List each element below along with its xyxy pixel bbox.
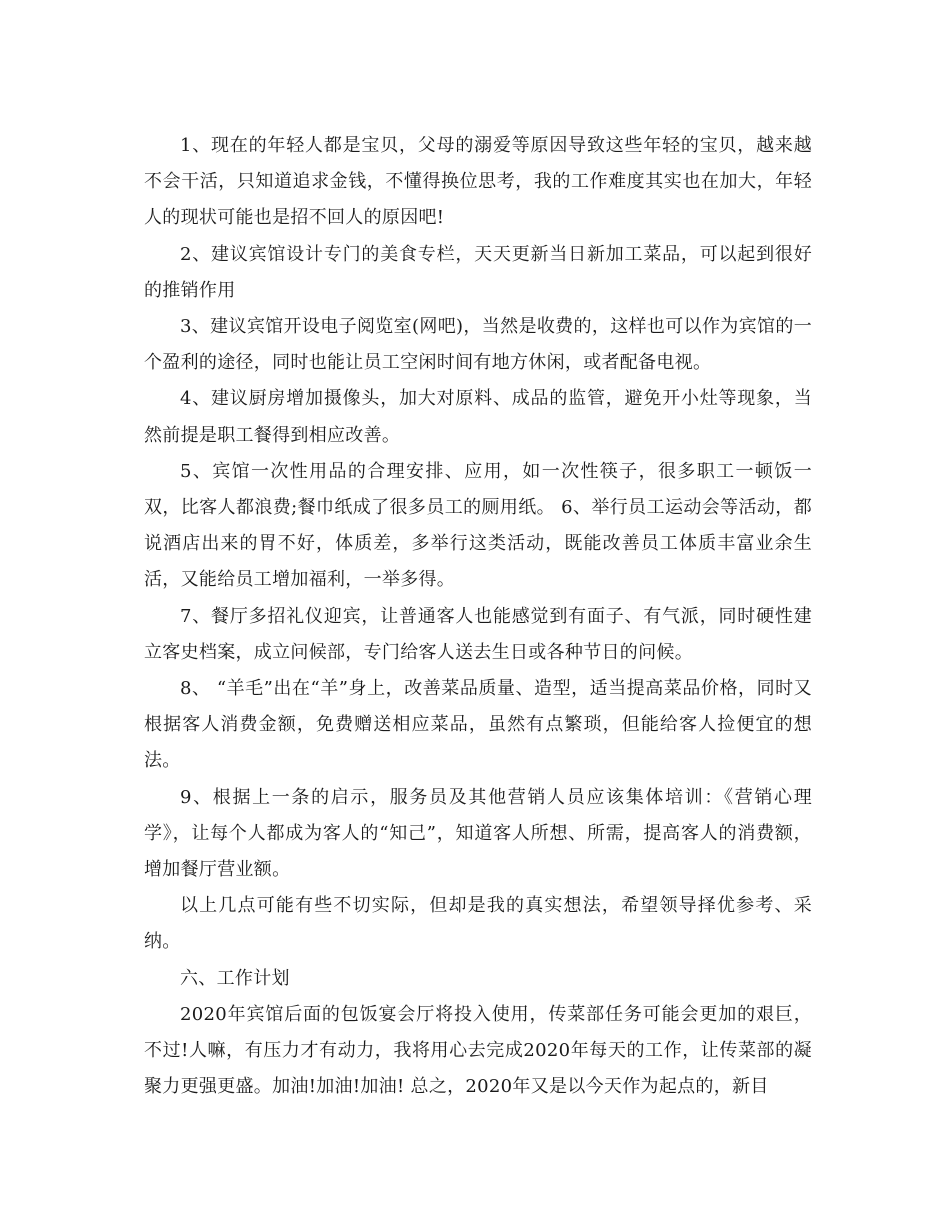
paragraph-summary: 以上几点可能有些不切实际，但却是我的真实想法，希望领导择优参考、采纳。 [144,895,812,953]
paragraph-2: 2、建议宾馆设计专门的美食专栏，天天更新当日新加工菜品，可以起到很好的推销作用 [144,243,812,301]
paragraph-3: 3、建议宾馆开设电子阅览室(网吧)，当然是收费的，这样也可以作为宾馆的一个盈利的途径，同时也能让员工空闲时间有地方休闲，或者配备电视。 [144,316,812,374]
paragraph-1: 1、现在的年轻人都是宝贝，父母的溺爱等原因导致这些年轻的宝贝，越来越不会干活，只知道追求金钱，不懂得换位思考，我的工作难度其实也在加大，年轻人的现状可能也是招不回人的原因吧! [144,135,812,229]
paragraph-4: 4、建议厨房增加摄像头，加大对原料、成品的监管，避免开小灶等现象，当然前提是职工餐得到相应改善。 [144,388,812,446]
paragraph-8: 8、 “羊毛”出在“羊”身上，改善菜品质量、造型，适当提高菜品价格，同时又根据客人消费金额，免费赠送相应菜品，虽然有点繁琐，但能给客人捡便宜的想法。 [144,678,812,772]
paragraph-7: 7、餐厅多招礼仪迎宾，让普通客人也能感觉到有面子、有气派，同时硬性建立客史档案，成立问候部，专门给客人送去生日或各种节日的问候。 [144,605,812,663]
paragraph-work-plan: 2020年宾馆后面的包饭宴会厅将投入使用，传菜部任务可能会更加的艰巨，不过!人嘛，有压力才有动力，我将用心去完成2020年每天的工作，让传菜部的凝聚力更强更盛。加油!加油!加油! 总之，2020年又是以今天作为起点的，新目 [144,1003,812,1098]
section-heading-work-plan: 六、工作计划 [180,967,290,989]
document-body [144,128,812,1105]
paragraph-9: 9、根据上一条的启示，服务员及其他营销人员应该集体培训：《营销心理学》，让每个人都成为客人的“知己”，知道客人所想、所需，提高客人的消费额，增加餐厅营业额。 [144,786,812,881]
paragraph-5: 5、宾馆一次性用品的合理安排、应用，如一次性筷子，很多职工一顿饭一双，比客人都浪费;餐巾纸成了很多员工的厕用纸。 6、举行员工运动会等活动，都说酒店出来的胃不好，体质差，多举行这类活动，既能改善员工体质丰富业余生活，又能给员工增加福利，一举多得。 [144,460,812,591]
